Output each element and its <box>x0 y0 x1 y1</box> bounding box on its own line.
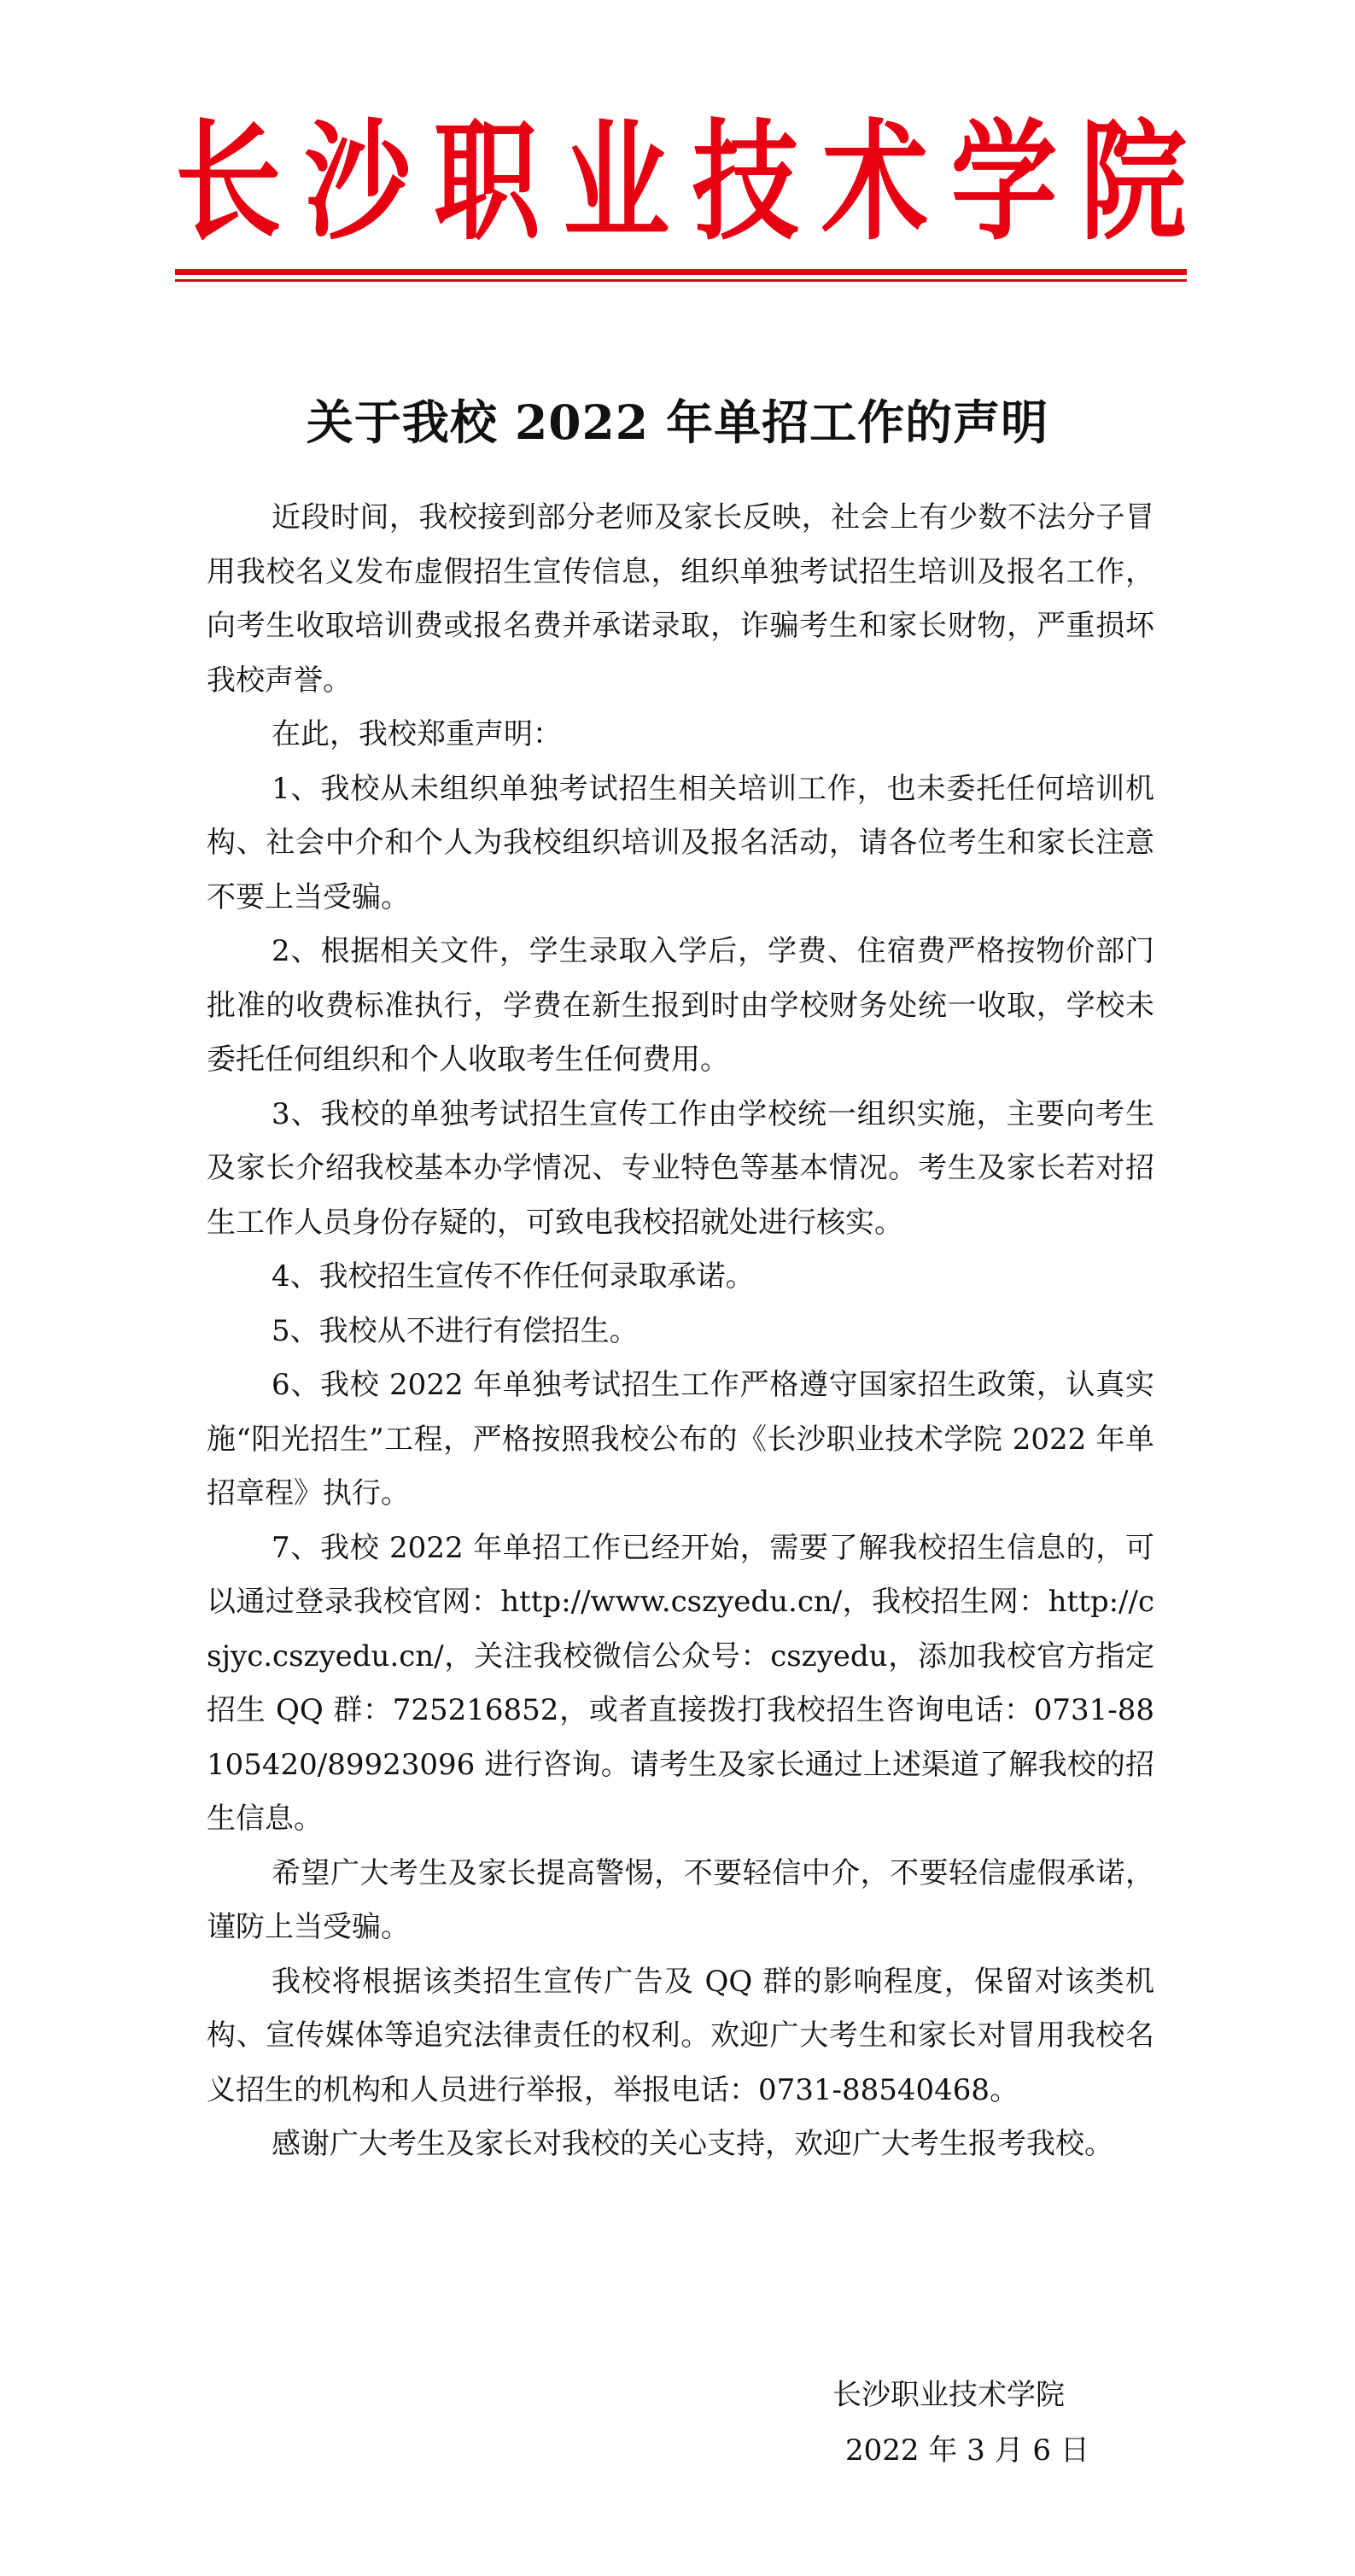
body-paragraph: 希望广大考生及家长提高警惕，不要轻信中介，不要轻信虚假承诺，谨防上当受骗。 <box>207 1855 1154 1944</box>
letterhead <box>175 101 1187 263</box>
letterhead-rule-thin <box>175 279 1187 282</box>
letterhead-char: 院 <box>1080 105 1187 258</box>
signature-org: 长沙职业技术学院 <box>832 2378 1065 2412</box>
body-paragraph: 我校将根据该类招生宣传广告及 QQ 群的影响程度，保留对该类机构、宣传媒体等追究法律责任的权利。欢迎广大考生和家长对冒用我校名义招生的机构和人员进行举报，举报电话：0731-88540468。 <box>207 1964 1154 2107</box>
letterhead-char: 职 <box>433 105 540 258</box>
letterhead-char: 学 <box>950 105 1058 258</box>
body-paragraph: 1、我校从未组织单独考试招生相关培训工作，也未委托任何培训机构、社会中介和个人为我校组织培训及报名活动，请各位考生和家长注意不要上当受骗。 <box>207 771 1154 914</box>
body-paragraph: 7、我校 2022 年单招工作已经开始，需要了解我校招生信息的，可以通过登录我校官网：http://www.cszyedu.cn/，我校招生网：http://csjyc.cszyedu.cn/，关注我校微信公众号：cszyedu，添加我校官方指定招生 QQ 群：725216852，或者直接拨打我校招生咨询电话：0731-88105420/89923096 进行咨询。请考生及家长通过上述渠道了解我校的招生信息。 <box>207 1530 1154 1836</box>
body-paragraph: 6、我校 2022 年单独考试招生工作严格遵守国家招生政策，认真实施“阳光招生”工程，严格按照我校公布的《长沙职业技术学院 2022 年单招章程》执行。 <box>207 1368 1154 1510</box>
letterhead-char: 业 <box>563 105 670 258</box>
document-body <box>207 491 1154 2172</box>
body-paragraph: 感谢广大考生及家长对我校的关心支持，欢迎广大考生报考我校。 <box>272 2127 1113 2161</box>
letterhead-char: 沙 <box>304 105 412 258</box>
body-paragraph: 2、根据相关文件，学生录取入学后，学费、住宿费严格按物价部门批准的收费标准执行，学费在新生报到时由学校财务处统一收取，学校未委托任何组织和个人收取考生任何费用。 <box>207 934 1154 1077</box>
body-paragraph: 3、我校的单独考试招生宣传工作由学校统一组织实施，主要向考生及家长介绍我校基本办学情况、专业特色等基本情况。考生及家长若对招生工作人员身份存疑的，可致电我校招就处进行核实。 <box>207 1096 1154 1240</box>
letterhead-char: 术 <box>821 105 928 258</box>
body-paragraph: 近段时间，我校接到部分老师及家长反映，社会上有少数不法分子冒用我校名义发布虚假招生宣传信息，组织单独考试招生培训及报名工作，向考生收取培训费或报名费并承诺录取，诈骗考生和家长财物，严重损坏我校声誉。 <box>207 500 1154 698</box>
body-paragraph: 在此，我校郑重声明： <box>272 717 562 751</box>
letterhead-rule-thick <box>175 269 1187 275</box>
body-paragraph: 4、我校招生宣传不作任何录取承诺。 <box>272 1259 755 1294</box>
letterhead-char: 长 <box>175 105 282 258</box>
body-paragraph: 5、我校从不进行有偿招生。 <box>272 1313 639 1348</box>
signature-date: 2022 年 3 月 6 日 <box>845 2433 1089 2468</box>
document-title: 关于我校 2022 年单招工作的声明 <box>306 394 1049 450</box>
letterhead-char: 技 <box>692 105 799 258</box>
